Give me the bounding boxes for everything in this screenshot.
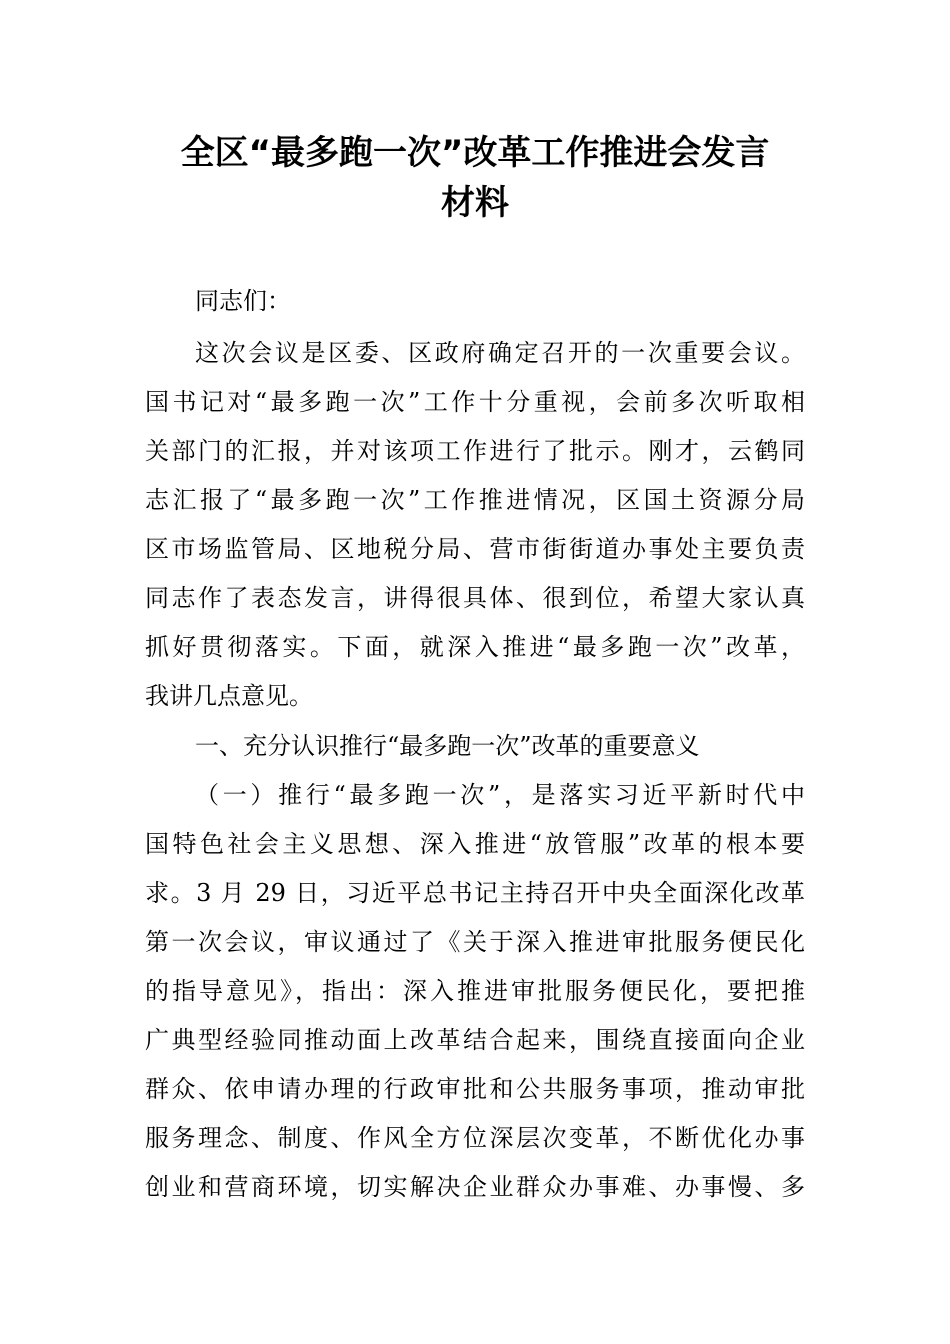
paragraph-line: 服务理念、制度、作风全方位深层次变革，不断优化办事 [145,1124,805,1152]
paragraph-line: （一）推行“最多跑一次”，是落实习近平新时代中 [195,781,805,809]
paragraph-line: 这次会议是区委、区政府确定召开的一次重要会议。 [195,339,805,367]
paragraph-line: 群众、依申请办理的行政审批和公共服务事项，推动审批 [145,1075,805,1103]
paragraph-line: 关部门的汇报，并对该项工作进行了批示。刚才，云鹤同 [145,437,805,465]
greeting: 同志们： [195,287,291,315]
paragraph-line: 第一次会议，审议通过了《关于深入推进审批服务便民化 [145,928,805,956]
paragraph-line: 的指导意见》，指出：深入推进审批服务便民化，要把推 [145,977,805,1005]
paragraph-line: 国特色社会主义思想、深入推进“放管服”改革的根本要 [145,830,805,858]
paragraph-line: 创业和营商环境，切实解决企业群众办事难、办事慢、多 [145,1173,805,1201]
section-heading: 一、充分认识推行“最多跑一次”改革的重要意义 [195,732,700,760]
paragraph-line: 广典型经验同推动面上改革结合起来，围绕直接面向企业 [145,1026,805,1054]
paragraph-line: 区市场监管局、区地税分局、营市街街道办事处主要负责 [145,535,805,563]
paragraph-line: 国书记对“最多跑一次”工作十分重视，会前多次听取相 [145,388,805,416]
paragraph-line: 我讲几点意见。 [145,682,313,710]
paragraph-line: 抓好贯彻落实。下面，就深入推进“最多跑一次”改革， [145,633,805,661]
document-title-line-2: 材料 [441,183,509,223]
paragraph-line: 求。3 月 29 日，习近平总书记主持召开中央全面深化改革 [145,879,805,907]
document-title-line-1: 全区“最多跑一次”改革工作推进会发言 [180,133,770,173]
paragraph-line: 同志作了表态发言，讲得很具体、很到位，希望大家认真 [145,584,805,612]
paragraph-line: 志汇报了“最多跑一次”工作推进情况，区国土资源分局 [145,486,805,514]
